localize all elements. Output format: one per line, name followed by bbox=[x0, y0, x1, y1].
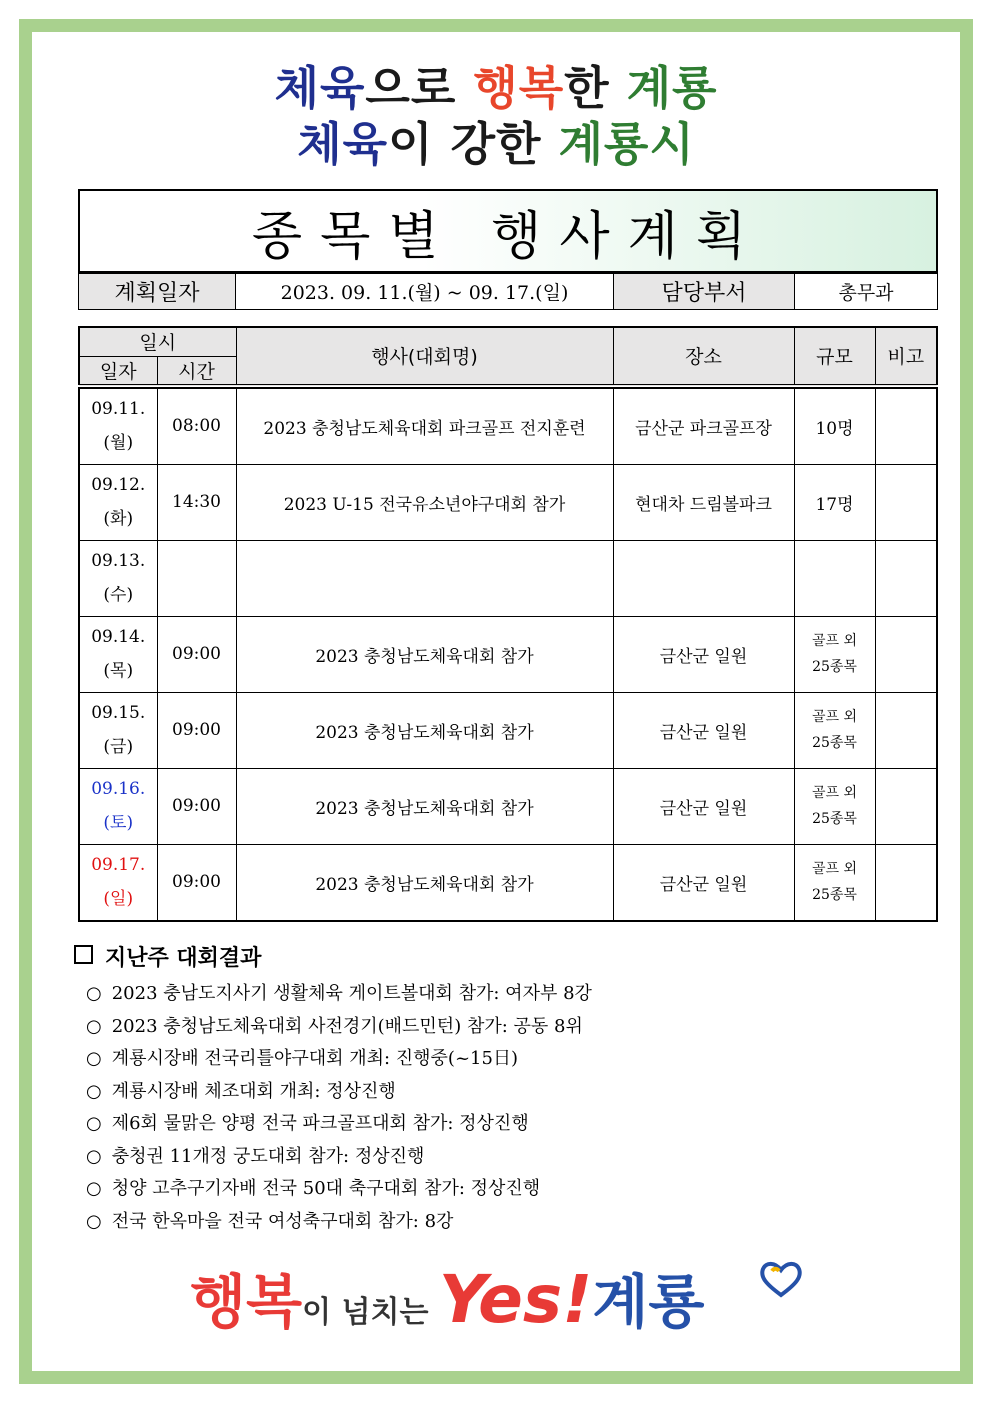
row-scale: 골프 외 25종목 bbox=[794, 692, 875, 768]
row-place: 금산군 일원 bbox=[613, 768, 794, 844]
slogan-word: 계룡시 bbox=[558, 117, 695, 171]
table-row bbox=[79, 388, 937, 464]
table-row bbox=[79, 692, 937, 768]
row-event: 2023 U-15 전국유소년야구대회 참가 bbox=[236, 464, 613, 540]
circle-bullet-icon: ○ bbox=[86, 1015, 102, 1037]
header-scale: 규모 bbox=[794, 327, 875, 386]
row-scale: 골프 외 25종목 bbox=[794, 768, 875, 844]
row-place: 금산군 일원 bbox=[613, 844, 794, 921]
circle-bullet-icon: ○ bbox=[86, 1113, 102, 1134]
row-note bbox=[875, 388, 937, 464]
table-row bbox=[79, 616, 937, 692]
header-date: 일자 bbox=[79, 356, 157, 386]
table-row bbox=[79, 844, 937, 921]
row-place: 금산군 일원 bbox=[613, 616, 794, 692]
row-date: 09.15. (금) bbox=[79, 692, 157, 768]
page-title: 종목별 행사계획 bbox=[251, 206, 765, 267]
row-scale: 10명 bbox=[794, 388, 875, 464]
row-time bbox=[157, 540, 236, 616]
past-results-heading bbox=[74, 941, 894, 972]
row-date: 09.13. (수) bbox=[79, 540, 157, 616]
row-note bbox=[875, 616, 937, 692]
row-note bbox=[875, 768, 937, 844]
row-note bbox=[875, 692, 937, 768]
row-event: 2023 충청남도체육대회 참가 bbox=[236, 768, 613, 844]
circle-bullet-icon: ○ bbox=[86, 1145, 102, 1167]
row-time: 09:00 bbox=[157, 768, 236, 844]
row-event: 2023 충청남도체육대회 참가 bbox=[236, 692, 613, 768]
department-label: 담당부서 bbox=[614, 274, 795, 310]
row-time: 09:00 bbox=[157, 692, 236, 768]
list-item: ○ 2023 충남도지사기 생활체육 게이트볼대회 참가: 여자부 8강 bbox=[86, 978, 894, 1011]
row-scale: 17명 bbox=[794, 464, 875, 540]
title-banner bbox=[78, 189, 938, 273]
row-date-saturday: 09.16. (토) bbox=[79, 768, 157, 844]
row-note bbox=[875, 540, 937, 616]
slogan-word: 계룡 bbox=[592, 1268, 705, 1336]
header-time: 시간 bbox=[157, 356, 236, 386]
schedule-table bbox=[78, 326, 938, 922]
slogan-word: 강한 bbox=[450, 117, 559, 171]
row-date: 09.14. (목) bbox=[79, 616, 157, 692]
slogan-word: 체육 bbox=[274, 61, 366, 115]
slogan-word: 행복 bbox=[473, 61, 565, 115]
row-date: 09.12. (화) bbox=[79, 464, 157, 540]
slogan-word: 행복 bbox=[190, 1268, 303, 1336]
row-place bbox=[613, 540, 794, 616]
circle-bullet-icon: ○ bbox=[86, 1048, 102, 1069]
list-item: ○ 청양 고추구기자배 전국 50대 축구대회 참가: 정상진행 bbox=[86, 1173, 894, 1206]
row-scale: 골프 외 25종목 bbox=[794, 616, 875, 692]
circle-bullet-icon: ○ bbox=[86, 983, 102, 1004]
row-event bbox=[236, 540, 613, 616]
row-place: 금산군 파크골프장 bbox=[613, 388, 794, 464]
table-row bbox=[79, 768, 937, 844]
list-item: ○ 2023 충청남도체육대회 사전경기(배드민턴) 참가: 공동 8위 bbox=[86, 1011, 894, 1044]
past-results-title: 지난주 대회결과 bbox=[105, 946, 262, 971]
header-datetime: 일시 bbox=[79, 327, 236, 356]
list-item: ○ 제6회 물맑은 양평 전국 파크골프대회 참가: 정상진행 bbox=[86, 1108, 894, 1141]
list-item: ○ 계룡시장배 전국리틀야구대회 개최: 진행중(~15日) bbox=[86, 1043, 894, 1076]
row-place: 현대차 드림볼파크 bbox=[613, 464, 794, 540]
row-event: 2023 충청남도체육대회 참가 bbox=[236, 616, 613, 692]
department-value: 총무과 bbox=[795, 274, 938, 310]
header-note: 비고 bbox=[875, 327, 937, 386]
row-scale bbox=[794, 540, 875, 616]
row-time: 14:30 bbox=[157, 464, 236, 540]
past-results-section bbox=[74, 941, 894, 1238]
row-note bbox=[875, 464, 937, 540]
past-results-list bbox=[74, 978, 894, 1238]
table-row bbox=[79, 464, 937, 540]
header-event: 행사(대회명) bbox=[236, 327, 613, 386]
circle-bullet-icon: ○ bbox=[86, 1210, 102, 1232]
slogan-word: 으로 bbox=[365, 61, 474, 115]
slogan-word: 계룡 bbox=[626, 61, 718, 115]
circle-bullet-icon: ○ bbox=[86, 1178, 102, 1199]
row-note bbox=[875, 844, 937, 921]
slogan-word: 이 넘치는 bbox=[302, 1295, 439, 1330]
table-row bbox=[79, 540, 937, 616]
slogan-line-2 bbox=[0, 108, 992, 174]
list-item: ○ 전국 한옥마을 전국 여성축구대회 참가: 8강 bbox=[86, 1206, 894, 1239]
row-time: 09:00 bbox=[157, 616, 236, 692]
header-place: 장소 bbox=[613, 327, 794, 386]
plan-info-table bbox=[78, 273, 938, 310]
slogan-word: Yes! bbox=[438, 1261, 593, 1338]
row-time: 09:00 bbox=[157, 844, 236, 921]
slogan-word: 이 bbox=[388, 117, 451, 171]
slogan-word: 한 bbox=[564, 61, 627, 115]
row-time: 08:00 bbox=[157, 388, 236, 464]
bottom-slogan-logo bbox=[190, 1255, 810, 1345]
row-place: 금산군 일원 bbox=[613, 692, 794, 768]
circle-bullet-icon: ○ bbox=[86, 1080, 102, 1102]
plan-date-value: 2023. 09. 11.(월) ~ 09. 17.(일) bbox=[236, 274, 614, 310]
square-bullet-icon bbox=[74, 945, 93, 964]
list-item: ○ 충청권 11개정 궁도대회 참가: 정상진행 bbox=[86, 1141, 894, 1174]
plan-date-label: 계획일자 bbox=[79, 274, 236, 310]
row-date: 09.11. (월) bbox=[79, 388, 157, 464]
row-scale: 골프 외 25종목 bbox=[794, 844, 875, 921]
row-date-sunday: 09.17. (일) bbox=[79, 844, 157, 921]
list-item: ○ 계룡시장배 체조대회 개최: 정상진행 bbox=[86, 1076, 894, 1109]
slogan-word: 체육 bbox=[297, 117, 389, 171]
row-event: 2023 충청남도체육대회 파크골프 전지훈련 bbox=[236, 388, 613, 464]
heart-icon bbox=[758, 1259, 804, 1299]
row-event: 2023 충청남도체육대회 참가 bbox=[236, 844, 613, 921]
